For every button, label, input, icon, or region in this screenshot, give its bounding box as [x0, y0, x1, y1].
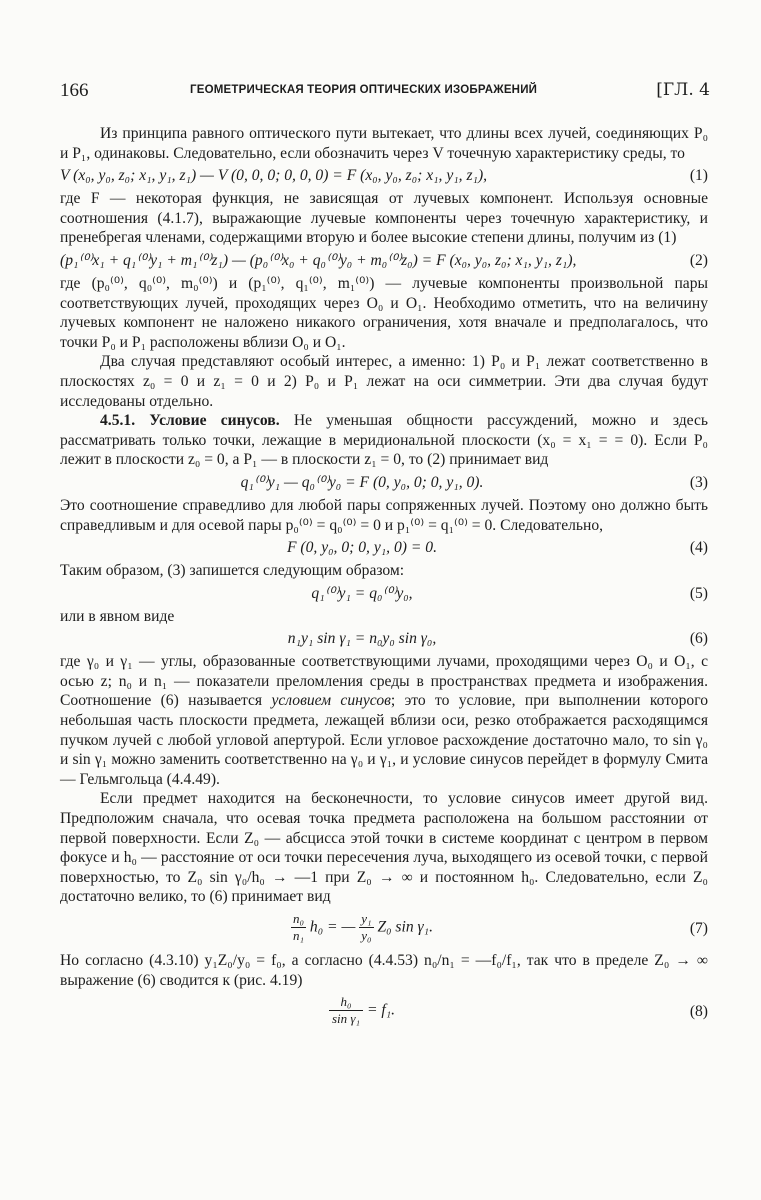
equation-number: (7)	[689, 920, 708, 937]
equation-1	[60, 163, 708, 189]
equation-6	[60, 626, 708, 652]
paragraph-text: ; это то условие, при выполнении которого небольшая часть плоскости предмета, лежащей вблизи оси, резко отображается расходящимся пучком лучей с любой угловой апертурой. Если угловое расхождение достаточно мало, то sin γ₀ и sin γ₁ можно заменить соответственно на γ₀ и γ₁, и условие синусов перейдет в формулу Смита — Гельмгольца (4.4.49).	[60, 692, 709, 788]
fraction-numerator: y₁	[361, 911, 372, 926]
paragraph: Если предмет находится на бесконечности, то условие синусов имеет другой вид. Предположим сначала, что осевая точка предмета расположена на большом расстоянии от первой поверхности. Если Z₀ — абсцисса этой точки в системе координат с центром в первом фокусе и h₀ — расстояние от оси точки пересечения луча, выходящего из осевой точки, с первой поверхностью, то Z₀ sin γ₀/h₀ → —1 при Z₀ → ∞ и постоянном h₀. Следовательно, если Z₀ достаточно велико, то (6) принимает вид	[60, 790, 708, 906]
fraction-denominator: y₀	[361, 928, 372, 943]
chapter-label: [ГЛ. 4	[656, 80, 710, 100]
paragraph: где F — некоторая функция, не зависящая от лучевых компонент. Используя основные соотношения (4.1.7), выражающие лучевые компоненты через точечную характеристику, и пренебрегая членами, содержащими вторую и более высокие степени длины, получим из (1)	[60, 190, 708, 247]
equation-text: (p₁⁽⁰⁾x₁ + q₁⁽⁰⁾y₁ + m₁⁽⁰⁾z₁) — (p₀⁽⁰⁾x₀ + q₀⁽⁰⁾y₀ + m₀⁽⁰⁾z₀) = F (x₀, y₀, z₀; x₁, y₁, z₁),	[60, 251, 577, 269]
page-number: 166	[60, 80, 89, 101]
equation-text	[60, 911, 664, 944]
equation-5	[60, 581, 708, 607]
equation-7	[60, 907, 708, 951]
page-body	[60, 124, 708, 1034]
equation-text: V (x₀, y₀, z₀; x₁, y₁, z₁) — V (0, 0, 0; 0, 0, 0) = F (x₀, y₀, z₀; x₁, y₁, z₁),	[60, 167, 488, 185]
equation-text: q₁⁽⁰⁾y₁ = q₀⁽⁰⁾y₀,	[311, 584, 413, 602]
fraction-numerator: n₀	[292, 911, 305, 926]
section-paragraph	[60, 411, 708, 470]
fraction-denominator: n₁	[292, 928, 305, 943]
equation-4	[60, 535, 708, 561]
paragraph: Таким образом, (3) запишется следующим образом:	[60, 562, 405, 580]
equation-2	[60, 248, 708, 274]
section-title: 4.5.1. Условие синусов.	[100, 412, 280, 430]
paragraph: Но согласно (4.3.10) y₁Z₀/y₀ = f₀, а согласно (4.4.53) n₀/n₁ = —f₀/f₁, так что в пределе Z₀ → ∞ выражение (6) сводится к (рис. 4.19)	[60, 952, 708, 989]
equation-text	[60, 994, 664, 1027]
equation-number: (1)	[689, 167, 708, 185]
paragraph	[60, 652, 708, 789]
running-title: ГЕОМЕТРИЧЕСКАЯ ТЕОРИЯ ОПТИЧЕСКИХ ИЗОБРАЖЕНИЙ	[190, 84, 538, 96]
term-sine-condition: условием синусов	[271, 692, 391, 710]
paragraph: Два случая представляют особый интерес, а именно: 1) P₀ и P₁ лежат соответственно в плоскостях z₀ = 0 и z₁ = 0 и 2) P₀ и P₁ лежат на оси симметрии. Эти два случая будут исследованы отдельно.	[60, 353, 708, 410]
equation-number: (6)	[689, 630, 708, 648]
equation-part: h₀ = —	[309, 918, 356, 936]
equation-3	[60, 470, 708, 496]
equation-text: q₁⁽⁰⁾y₁ — q₀⁽⁰⁾y₀ = F (0, y₀, 0; 0, y₁, 0).	[240, 473, 484, 491]
paragraph: Из принципа равного оптического пути вытекает, что длины всех лучей, соединяющих P₀ и P₁, одинаковы. Следовательно, если обозначить через V точечную характеристику среды, то	[60, 125, 708, 162]
equation-number: (5)	[689, 584, 708, 602]
equation-part: = f₁.	[366, 1001, 396, 1019]
paragraph: Это соотношение справедливо для любой пары сопряженных лучей. Поэтому оно должно быть справедливым и для осевой пары p₀⁽⁰⁾ = q₀⁽⁰⁾ = 0 и p₁⁽⁰⁾ = q₁⁽⁰⁾ = 0. Следовательно,	[60, 496, 708, 534]
paragraph-text: где γ₀ и γ₁ — углы, образованные соответствующими лучами, проходящими через O₀ и O₁, с осью z; n₀ и n₁ — показатели преломления среды в пространствах предмета и изображения. Соотношение (6) называется	[60, 653, 708, 710]
equation-text: n₁y₁ sin γ₁ = n₀y₀ sin γ₀,	[287, 630, 437, 648]
running-header	[60, 80, 710, 104]
paragraph: или в явном виде	[60, 607, 175, 625]
equation-number: (8)	[689, 1003, 708, 1021]
fraction-numerator: h₀	[329, 994, 363, 1011]
equation-part: Z₀ sin γ₁.	[377, 918, 433, 936]
equation-number: (4)	[689, 539, 708, 557]
section-text: Не уменьшая общности рассуждений, можно и здесь рассматривать только точки, лежащие в меридиональной плоскости (x₀ = x₁ = = 0). Если P₀ лежит в плоскости z₀ = 0, а P₁ — в плоскости z₁ = 0, то (2) принимает вид	[60, 412, 709, 469]
equation-8	[60, 990, 708, 1034]
equation-number: (3)	[689, 473, 708, 491]
fraction-denominator: sin γ₁	[331, 1011, 361, 1027]
paragraph: где (p₀⁽⁰⁾, q₀⁽⁰⁾, m₀⁽⁰⁾) и (p₁⁽⁰⁾, q₁⁽⁰⁾, m₁⁽⁰⁾) — лучевые компоненты произвольной пары соответствующих лучей, проходящих через O₀ и O₁. Необходимо отметить, что на величину лучевых компонент не наложено никакого ограничения, хотя вначале и предполагалось, что точки P₀ и P₁ расположены вблизи O₀ и O₁.	[60, 274, 708, 351]
equation-number: (2)	[689, 251, 708, 269]
equation-text: F (0, y₀, 0; 0, y₁, 0) = 0.	[287, 539, 437, 557]
